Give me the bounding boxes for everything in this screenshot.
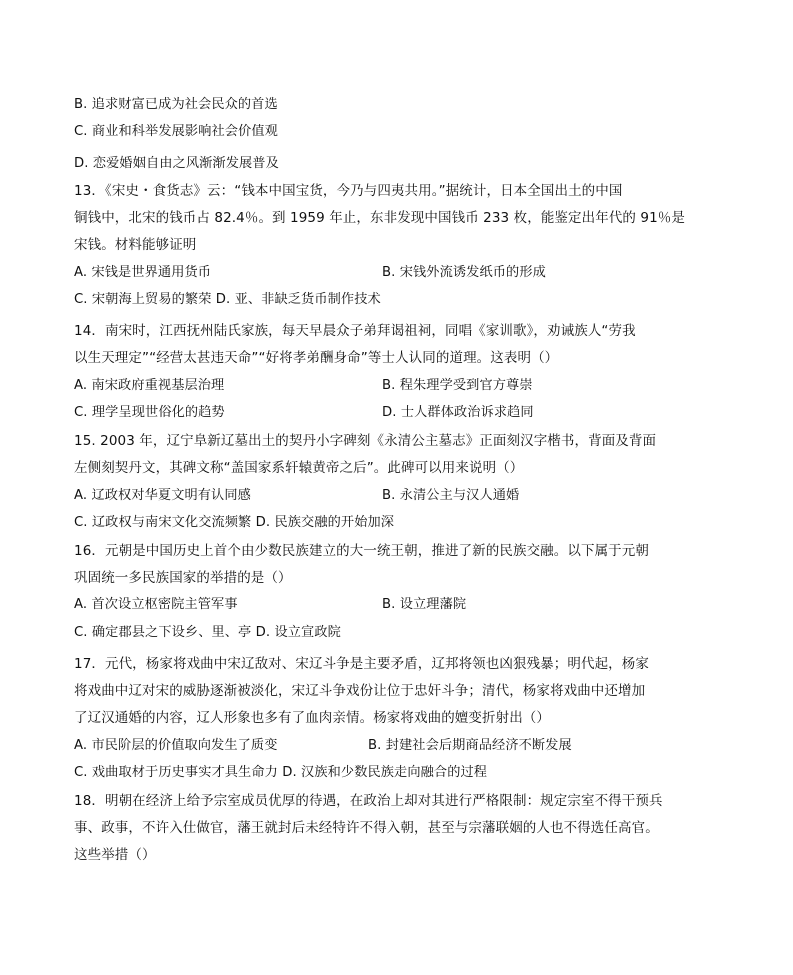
q16-stem-line-2: 巩固统一多民族国家的举措的是（） [74,570,292,586]
q13-option-a: A. 宋钱是世界通用货币 [74,265,212,280]
q14-option-d: D. 士人群体政治诉求趋同 [382,405,534,420]
q14-option-b: B. 程朱理学受到官方尊崇 [382,378,533,393]
q17-stem-line-2: 将戏曲中辽对宋的威胁逐渐被淡化，宋辽斗争戏份让位于忠奸斗争；清代，杨家将戏曲中还增加 [74,683,646,699]
q13-option-b: B. 宋钱外流诱发纸币的形成 [382,265,546,280]
q15-stem-line-1: 15. 2003 年，辽宁阜新辽墓出土的契丹小字碑刻《永清公主墓志》正面刻汉字楷书，背面及背面 [74,433,657,449]
q17-option-a: A. 市民阶层的价值取向发生了质变 [74,738,278,753]
q17-option-cd: C. 戏曲取材于历史事实才具生命力 D. 汉族和少数民族走向融合的过程 [74,765,488,780]
q13-option-cd: C. 宋朝海上贸易的繁荣 D. 亚、非缺乏货币制作技术 [74,292,381,307]
q18-stem-line-3: 这些举措（） [74,847,156,863]
q14-stem-line-2: 以生天理定”“经营太甚违天命”“好将孝弟酬身命”等士人认同的道理。这表明（） [74,350,559,366]
q15-option-a: A. 辽政权对华夏文明有认同感 [74,488,251,503]
q14-stem-line-1: 14．南宋时，江西抚州陆氏家族，每天早晨众子弟拜谒祖祠，同唱《家训歌》，劝诫族人“劳我 [74,323,636,339]
q15-option-b: B. 永清公主与汉人通婚 [382,488,520,503]
q12-option-b: B. 追求财富已成为社会民众的首选 [74,97,278,112]
q18-stem-line-1: 18．明朝在经济上给予宗室成员优厚的待遇，在政治上却对其进行严格限制：规定宗室不得干预兵 [74,793,663,809]
q12-option-c: C. 商业和科举发展影响社会价值观 [74,124,278,139]
q16-stem-line-1: 16．元朝是中国历史上首个由少数民族建立的大一统王朝，推进了新的民族交融。以下属于元朝 [74,543,649,559]
q13-stem-line-1: 13．《宋史・食货志》云：“钱本中国宝货，今乃与四夷共用。”据统计，日本全国出土的中国 [74,183,623,199]
q15-option-cd: C. 辽政权与南宋文化交流频繁 D. 民族交融的开始加深 [74,515,395,530]
q16-option-a: A. 首次设立枢密院主管军事 [74,597,238,612]
q14-option-c: C. 理学呈现世俗化的趋势 [74,405,225,420]
q16-option-b: B. 设立理藩院 [382,597,467,612]
q18-stem-line-2: 事、政事，不许入仕做官，藩王就封后未经特许不得入朝，甚至与宗藩联姻的人也不得选任高官。 [74,820,659,836]
q17-option-b: B. 封建社会后期商品经济不断发展 [368,738,572,753]
q12-option-d: D. 恋爱婚姻自由之风渐渐发展普及 [74,156,279,171]
q16-option-cd: C. 确定郡县之下设乡、里、亭 D. 设立宣政院 [74,625,341,640]
q13-stem-line-3: 宋钱。材料能够证明 [74,237,197,253]
q17-stem-line-3: 了辽汉通婚的内容，辽人形象也多有了血肉亲情。杨家将戏曲的嬗变折射出（） [74,710,550,726]
q14-option-a: A. 南宋政府重视基层治理 [74,378,225,393]
q15-stem-line-2: 左侧刻契丹文，其碑文称“盖国家系轩辕黄帝之后”。此碑可以用来说明（） [74,460,524,476]
q13-stem-line-2: 铜钱中，北宋的钱币占 82.4％。到 1959 年止，东非发现中国钱币 233 枚，能鉴定出年代的 91％是 [74,210,686,226]
q17-stem-line-1: 17．元代，杨家将戏曲中宋辽敌对、宋辽斗争是主要矛盾，辽邦将领也凶狠残暴；明代起，杨家 [74,656,649,672]
